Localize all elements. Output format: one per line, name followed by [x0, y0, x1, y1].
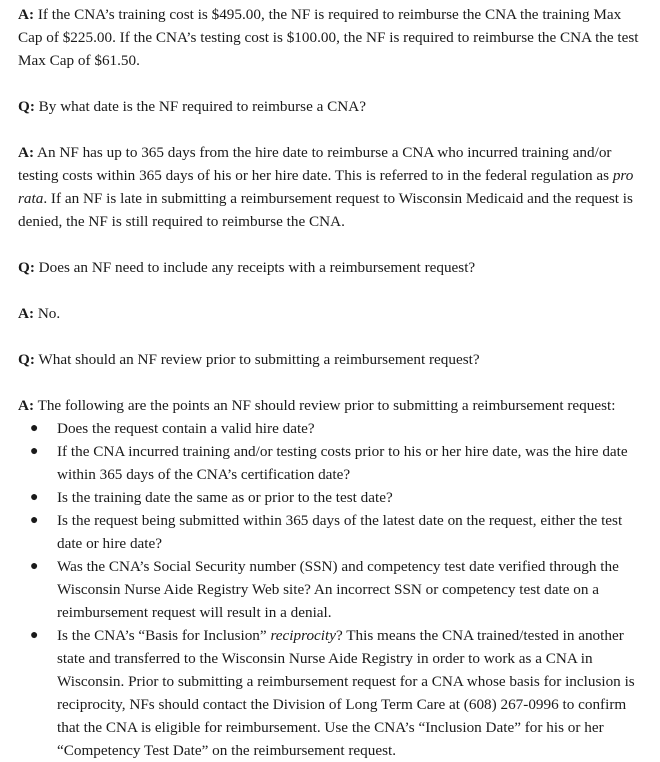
bullet-icon: ●	[30, 513, 39, 528]
answer-reimburse-date	[18, 141, 642, 233]
list-item-text: Was the CNA’s Social Security number (SSN) and competency test date verified through the Wisconsin Nurse Aide Registry Web site? An incorrect SSN or competency test date on a reimbursement request will result in a denial.	[57, 558, 619, 621]
answer-text-start: An NF has up to 365 days from the hire date to reimburse a CNA who incurred training and/or testing costs within 365 days of his or her hire date. This is referred to in the federal regulation as	[18, 144, 613, 184]
list-item-italic-term: reciprocity	[270, 627, 336, 644]
bullet-icon: ●	[30, 559, 39, 574]
question-label: Q:	[18, 351, 35, 368]
question-text: What should an NF review prior to submitting a reimbursement request?	[38, 351, 480, 368]
question-reimburse-date	[18, 95, 642, 118]
list-item-text: Does the request contain a valid hire date?	[57, 420, 315, 437]
question-review	[18, 348, 642, 371]
list-item-text: If the CNA incurred training and/or testing costs prior to his or her hire date, was the hire date within 365 days of the CNA’s certification date?	[57, 443, 628, 483]
answer-italic-term: pro rata	[18, 167, 634, 207]
answer-text: No.	[37, 305, 61, 322]
bullet-icon: ●	[30, 490, 39, 505]
answer-label: A:	[18, 397, 35, 414]
list-item	[30, 417, 642, 440]
answer-max-cap	[18, 3, 642, 72]
list-item-text-start: Is the CNA’s “Basis for Inclusion”	[57, 627, 271, 644]
list-item	[30, 555, 642, 624]
answer-label: A:	[18, 144, 35, 161]
answer-review-intro	[18, 394, 642, 417]
question-text: Does an NF need to include any receipts with a reimbursement request?	[38, 259, 476, 276]
question-label: Q:	[18, 98, 35, 115]
answer-text-end: . If an NF is late in submitting a reimbursement request to Wisconsin Medicaid and the request is denied, the NF is still required to reimburse the CNA.	[18, 190, 633, 230]
list-item	[30, 509, 642, 555]
bullet-icon: ●	[30, 628, 39, 643]
review-points-list	[18, 417, 642, 762]
list-item-text: Is the request being submitted within 365 days of the latest date on the request, either the test date or hire date?	[57, 512, 623, 552]
answer-label: A:	[18, 6, 35, 23]
list-item	[30, 624, 642, 762]
answer-label: A:	[18, 305, 35, 322]
bullet-icon: ●	[30, 421, 39, 436]
bullet-icon: ●	[30, 444, 39, 459]
question-text: By what date is the NF required to reimburse a CNA?	[38, 98, 366, 115]
answer-receipts	[18, 302, 642, 325]
answer-text: The following are the points an NF should review prior to submitting a reimbursement request:	[37, 397, 616, 414]
answer-text: If the CNA’s training cost is $495.00, the NF is required to reimburse the CNA the training Max Cap of $225.00. If the CNA’s testing cost is $100.00, the NF is required to reimburse the CNA the test Max Cap of $61.50.	[18, 6, 639, 69]
question-receipts	[18, 256, 642, 279]
list-item-text-end: ? This means the CNA trained/tested in another state and transferred to the Wisconsin Nurse Aide Registry in order to work as a CNA in Wisconsin. Prior to submitting a reimbursement request for a CNA whose basis for inclusion is reciprocity, NFs should contact the Division of Long Term Care at (608) 267-0996 to confirm that the CNA is eligible for reimbursement. Use the CNA’s “Inclusion Date” for his or her “Competency Test Date” on the reimbursement request.	[57, 627, 635, 759]
list-item	[30, 486, 642, 509]
question-label: Q:	[18, 259, 35, 276]
list-item-text: Is the training date the same as or prior to the test date?	[57, 489, 393, 506]
list-item	[30, 440, 642, 486]
